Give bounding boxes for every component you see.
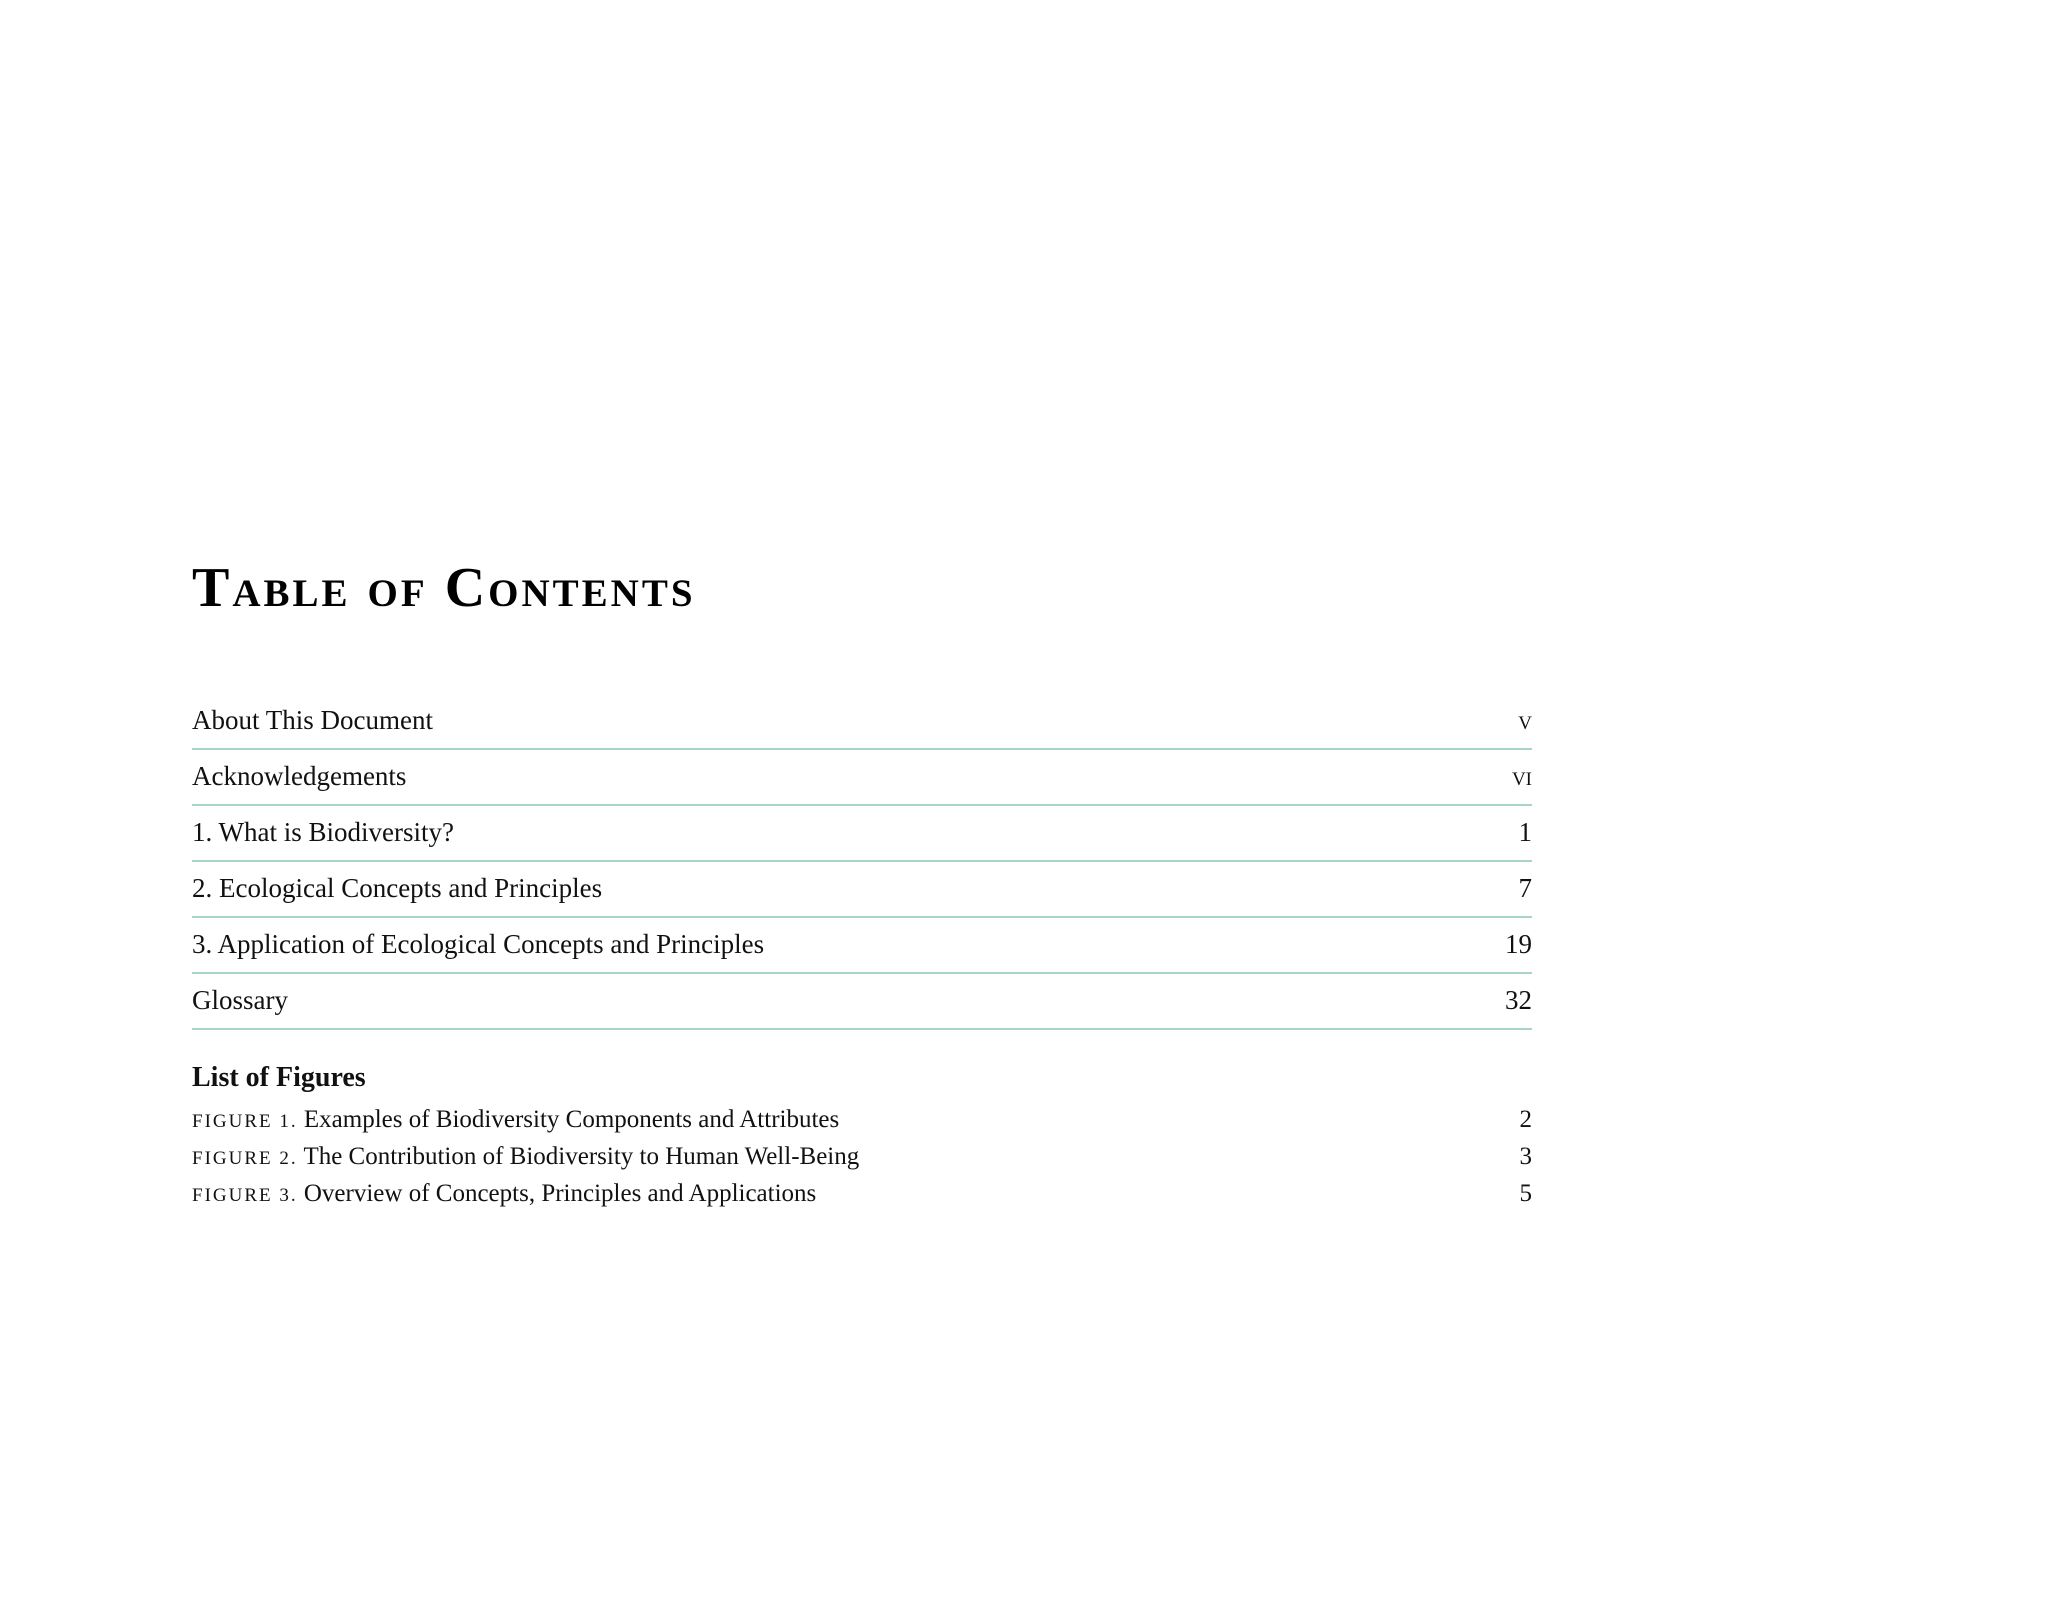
toc-entry-page: vi — [1511, 761, 1532, 791]
page-title: Table of Contents — [192, 557, 696, 619]
toc-entry-page: v — [1518, 705, 1532, 735]
toc-entry-chapter-3[interactable] — [192, 918, 1532, 974]
figure-entry-text — [192, 1180, 816, 1208]
figure-entry-page: 5 — [1519, 1180, 1532, 1207]
toc-entry-label: 1. What is Biodiversity? — [192, 817, 454, 847]
toc-entry-page: 1 — [1518, 817, 1532, 847]
figure-entry-label: The Contribution of Biodiversity to Human Well-Being — [303, 1143, 860, 1170]
figure-entry-2[interactable] — [192, 1143, 1532, 1180]
toc-entry-label: Glossary — [192, 985, 288, 1015]
toc-entry-page: 32 — [1505, 985, 1532, 1015]
toc-entry-label: 2. Ecological Concepts and Principles — [192, 873, 603, 903]
figure-entry-label: Examples of Biodiversity Components and Attributes — [303, 1106, 840, 1133]
figure-entry-page: 2 — [1519, 1106, 1532, 1133]
toc-entry-about[interactable] — [192, 694, 1532, 750]
figure-entry-1[interactable] — [192, 1106, 1532, 1143]
figure-entry-text — [192, 1143, 859, 1171]
figure-entry-prefix: FIGURE 1. — [192, 1111, 298, 1132]
figure-entry-text — [192, 1106, 839, 1134]
figure-entry-3[interactable] — [192, 1180, 1532, 1217]
toc-entry-label: 3. Application of Ecological Concepts and Principles — [192, 929, 765, 959]
figure-entry-label: Overview of Concepts, Principles and Applications — [303, 1180, 817, 1207]
figures-list — [192, 1106, 1532, 1217]
toc-entry-acknowledgements[interactable] — [192, 750, 1532, 806]
figure-entry-prefix: FIGURE 3. — [192, 1185, 298, 1206]
toc-entry-label: About This Document — [192, 705, 433, 735]
toc-entry-chapter-1[interactable] — [192, 806, 1532, 862]
toc-entry-glossary[interactable] — [192, 974, 1532, 1030]
toc-entry-page: 19 — [1505, 929, 1532, 959]
toc-entry-label: Acknowledgements — [192, 761, 407, 791]
list-of-figures-heading: List of Figures — [192, 1062, 366, 1093]
toc-entry-page: 7 — [1518, 873, 1532, 903]
toc-list — [192, 694, 1532, 1030]
document-page — [192, 557, 1532, 1217]
figure-entry-page: 3 — [1519, 1143, 1532, 1170]
figure-entry-prefix: FIGURE 2. — [192, 1148, 298, 1169]
toc-entry-chapter-2[interactable] — [192, 862, 1532, 918]
